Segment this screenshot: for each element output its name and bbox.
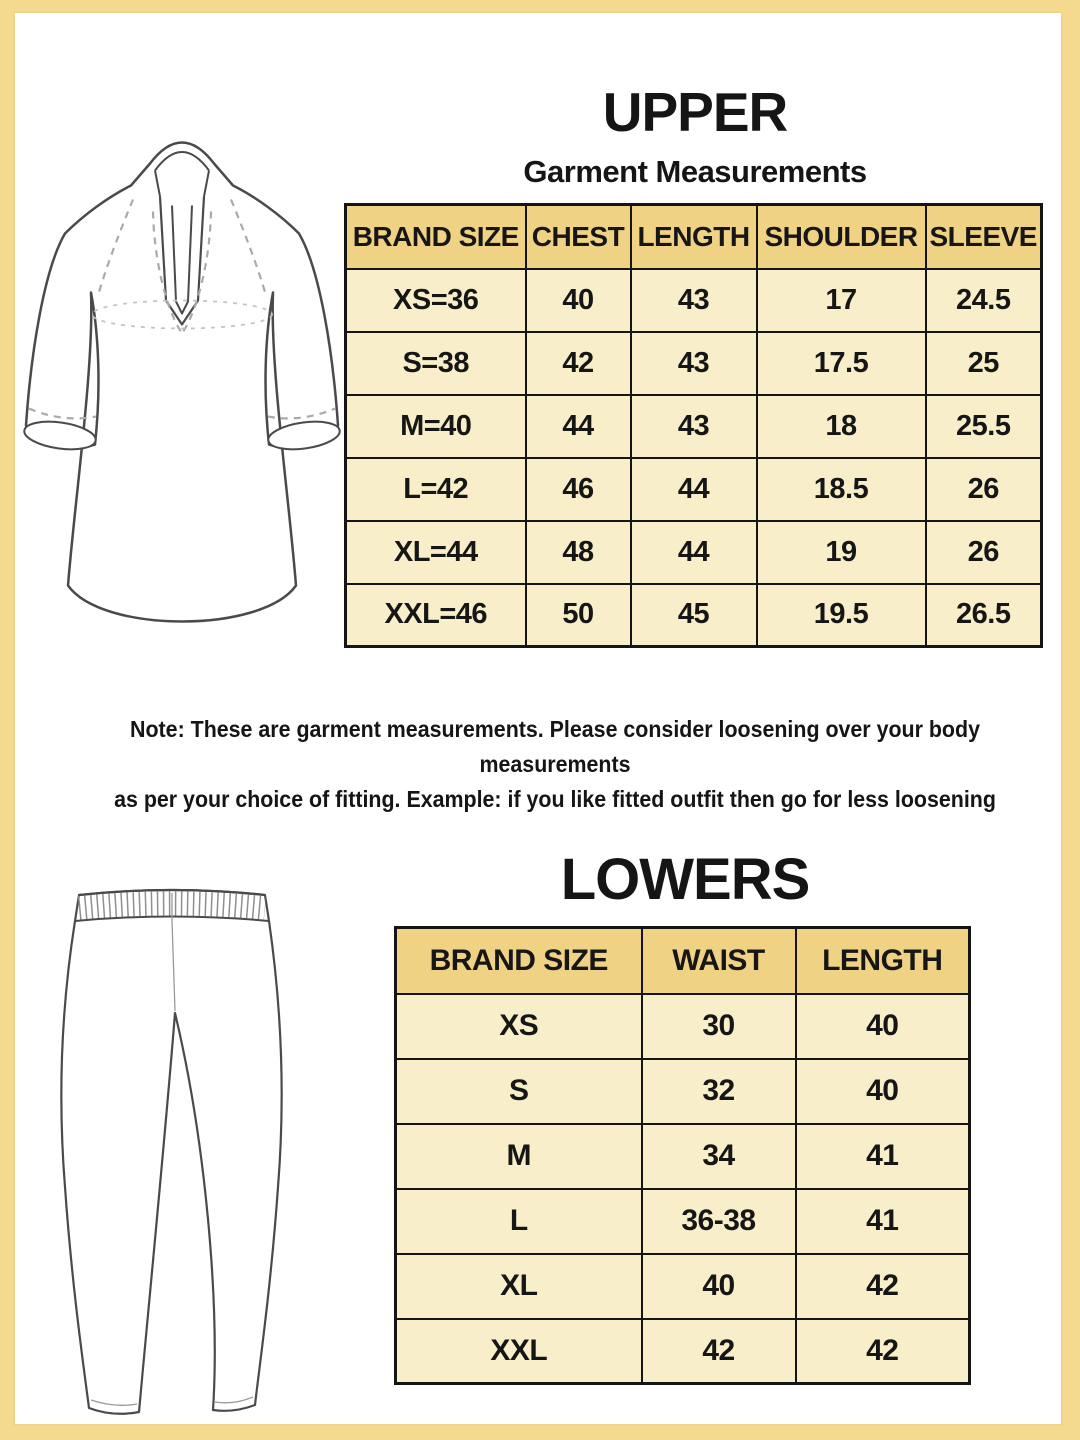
col-header-waist: WAIST xyxy=(642,928,796,994)
upper-table-header-row xyxy=(346,205,1042,269)
table-cell: 44 xyxy=(631,521,757,584)
col-header-shoulder: SHOULDER xyxy=(757,205,926,269)
table-cell: 42 xyxy=(526,332,631,395)
leggings-line-drawing-icon xyxy=(27,876,367,1428)
table-cell: M=40 xyxy=(346,395,526,458)
table-cell: 48 xyxy=(526,521,631,584)
table-cell: 17 xyxy=(757,269,926,332)
table-cell: 46 xyxy=(526,458,631,521)
table-cell: 44 xyxy=(631,458,757,521)
table-cell: 18.5 xyxy=(757,458,926,521)
col-header-sleeve: SLEEVE xyxy=(926,205,1042,269)
table-cell: 18 xyxy=(757,395,926,458)
table-cell: 42 xyxy=(796,1254,970,1319)
table-row xyxy=(396,1189,970,1254)
table-cell: 36-38 xyxy=(642,1189,796,1254)
table-cell: 30 xyxy=(642,994,796,1059)
table-row xyxy=(346,584,1042,647)
table-row xyxy=(396,994,970,1059)
table-cell: XXL xyxy=(396,1319,642,1384)
table-cell: 26 xyxy=(926,521,1042,584)
table-cell: 19.5 xyxy=(757,584,926,647)
table-row xyxy=(396,1059,970,1124)
table-row xyxy=(396,1124,970,1189)
kurta-line-drawing-icon xyxy=(7,116,357,664)
table-cell: L xyxy=(396,1189,642,1254)
table-cell: 32 xyxy=(642,1059,796,1124)
table-cell: 40 xyxy=(796,994,970,1059)
lowers-measurements-table xyxy=(394,926,971,1385)
upper-section-subtitle: Garment Measurements xyxy=(523,154,867,189)
table-cell: S xyxy=(396,1059,642,1124)
lowers-table-header-row xyxy=(396,928,970,994)
table-cell: XL xyxy=(396,1254,642,1319)
table-row xyxy=(346,269,1042,332)
table-cell: 40 xyxy=(796,1059,970,1124)
table-cell: 45 xyxy=(631,584,757,647)
table-cell: 24.5 xyxy=(926,269,1042,332)
table-cell: 41 xyxy=(796,1189,970,1254)
table-cell: 17.5 xyxy=(757,332,926,395)
table-row xyxy=(396,1254,970,1319)
table-cell: 26.5 xyxy=(926,584,1042,647)
table-cell: 43 xyxy=(631,269,757,332)
table-cell: 50 xyxy=(526,584,631,647)
table-cell: 44 xyxy=(526,395,631,458)
lowers-section-title: LOWERS xyxy=(560,847,810,912)
upper-measurements-table xyxy=(344,203,1043,648)
table-cell: 43 xyxy=(631,395,757,458)
table-row xyxy=(346,458,1042,521)
table-row xyxy=(346,332,1042,395)
table-row xyxy=(396,1319,970,1384)
table-cell: L=42 xyxy=(346,458,526,521)
col-header-length: LENGTH xyxy=(796,928,970,994)
table-cell: M xyxy=(396,1124,642,1189)
table-cell: 25.5 xyxy=(926,395,1042,458)
table-cell: 40 xyxy=(642,1254,796,1319)
table-row xyxy=(346,395,1042,458)
upper-section-title: UPPER xyxy=(602,81,788,143)
table-cell: XL=44 xyxy=(346,521,526,584)
col-header-brand-size: BRAND SIZE xyxy=(346,205,526,269)
page-inner-panel xyxy=(13,11,1063,1426)
note-line-2: as per your choice of fitting. Example: if you like fitted outfit then go for less loosening xyxy=(114,786,996,812)
table-cell: 34 xyxy=(642,1124,796,1189)
table-cell: XS=36 xyxy=(346,269,526,332)
table-cell: 25 xyxy=(926,332,1042,395)
table-cell: 40 xyxy=(526,269,631,332)
measurement-note xyxy=(90,712,1020,817)
table-cell: 19 xyxy=(757,521,926,584)
table-cell: XXL=46 xyxy=(346,584,526,647)
note-line-1: Note: These are garment measurements. Please consider loosening over your body measurements xyxy=(130,716,980,777)
table-cell: 41 xyxy=(796,1124,970,1189)
col-header-brand-size: BRAND SIZE xyxy=(396,928,642,994)
table-cell: 43 xyxy=(631,332,757,395)
table-cell: 42 xyxy=(642,1319,796,1384)
table-cell: 26 xyxy=(926,458,1042,521)
table-cell: S=38 xyxy=(346,332,526,395)
col-header-chest: CHEST xyxy=(526,205,631,269)
table-cell: 42 xyxy=(796,1319,970,1384)
col-header-length: LENGTH xyxy=(631,205,757,269)
table-row xyxy=(346,521,1042,584)
table-cell: XS xyxy=(396,994,642,1059)
